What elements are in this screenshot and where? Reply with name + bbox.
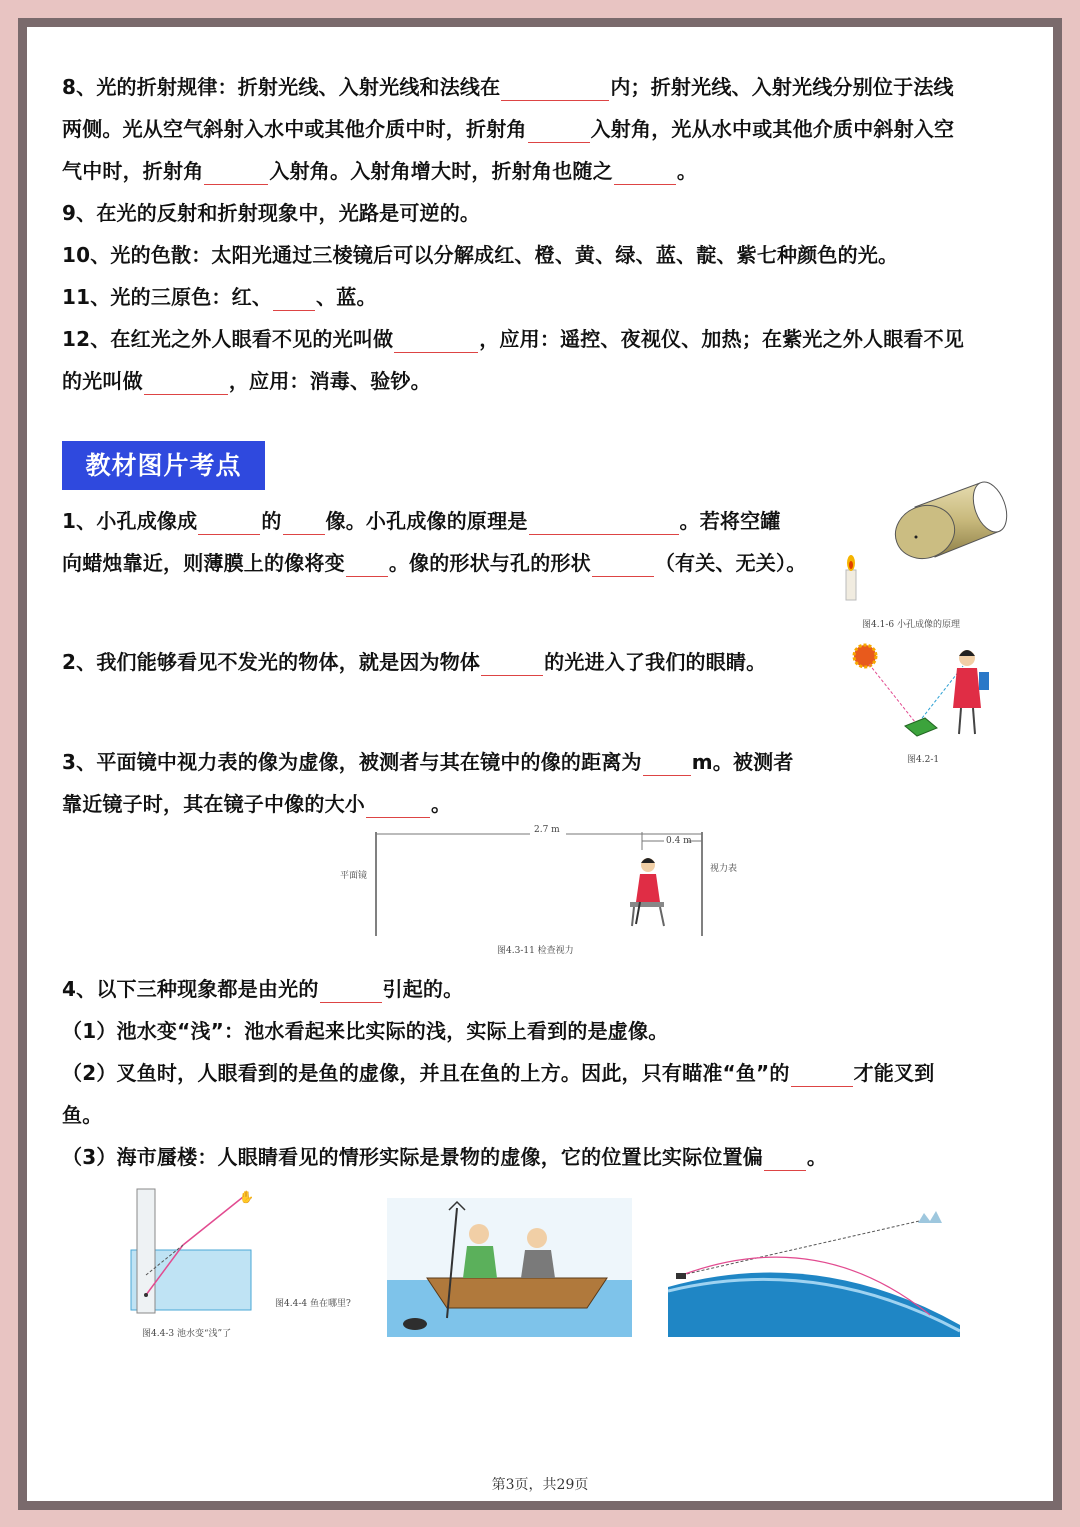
answer-blank [643, 753, 691, 776]
answer-blank [204, 162, 268, 185]
q1-text: 像。小孔成像的原理是 [325, 509, 528, 533]
q3-line1 [62, 748, 794, 776]
q1-text: 。像的形状与孔的形状 [388, 551, 591, 575]
answer-blank [198, 512, 260, 535]
answer-blank [144, 372, 228, 395]
answer-blank [764, 1148, 806, 1171]
figure-caption: 图4.2-1 [907, 755, 940, 765]
spear-fishing-figure [387, 1198, 632, 1337]
q4-point2 [62, 1059, 934, 1087]
pool-depth-figure [125, 1185, 260, 1320]
figure-caption: 图4.4-4 鱼在哪里? [275, 1299, 351, 1309]
q1-line1 [62, 507, 781, 535]
item8-line2 [62, 115, 954, 143]
item8-text: 入射角，光从水中或其他介质中斜射入空 [590, 117, 955, 141]
page-footer: 第3页，共29页 [491, 1477, 589, 1493]
figure-caption: 图4.3-11 检查视力 [497, 946, 574, 956]
answer-blank [501, 78, 609, 101]
item12-line1 [62, 325, 964, 353]
answer-blank [283, 512, 325, 535]
q2-line [62, 648, 766, 676]
item11-text: 11、光的三原色：红、 [62, 285, 273, 309]
item8-text: 气中时，折射角 [62, 159, 204, 183]
q2-text: 2、我们能够看见不发光的物体，就是因为物体 [62, 650, 481, 674]
item9-line: 9、在光的反射和折射现象中，光路是可逆的。 [62, 201, 481, 225]
item12-line2 [62, 367, 431, 395]
item11-text: 、蓝。 [316, 285, 377, 309]
answer-blank [528, 120, 590, 143]
q4-text: 。 [806, 1145, 828, 1169]
q4-point2-cont: 鱼。 [62, 1103, 103, 1127]
item10-line: 10、光的色散：太阳光通过三棱镜后可以分解成红、橙、黄、绿、蓝、靛、紫七种颜色的光。 [62, 243, 899, 267]
item12-text: 12、在红光之外人眼看不见的光叫做 [62, 327, 394, 351]
answer-blank [592, 554, 654, 577]
answer-blank [273, 288, 315, 311]
q4-text: 才能叉到 [853, 1061, 935, 1085]
vision-test-figure [330, 820, 760, 940]
item8-text: 内；折射光线、入射光线分别位于法线 [610, 75, 954, 99]
q1-text: 的 [261, 509, 282, 533]
q3-text: 靠近镜子时，其在镜子中像的大小 [62, 792, 365, 816]
q3-text: m。被测者 [691, 750, 794, 774]
mirage-figure [668, 1205, 960, 1337]
item12-text: ，应用：消毒、验钞。 [228, 369, 431, 393]
q4-line [62, 975, 463, 1003]
answer-blank [366, 795, 430, 818]
answer-blank [791, 1064, 853, 1087]
distance-label-part: 0.4 m [666, 836, 692, 846]
answer-blank [394, 330, 478, 353]
answer-blank [481, 653, 543, 676]
q4-point3 [62, 1143, 827, 1171]
item8-line3 [62, 157, 697, 185]
q3-text: 。 [431, 792, 452, 816]
answer-blank [529, 512, 679, 535]
answer-blank [614, 162, 676, 185]
q4-text: （2）叉鱼时，人眼看到的是鱼的虚像，并且在鱼的上方。因此，只有瞄准“鱼”的 [62, 1061, 790, 1085]
answer-blank [320, 980, 382, 1003]
item8-text: 两侧。光从空气斜射入水中或其他介质中时，折射角 [62, 117, 527, 141]
item12-text: 的光叫做 [62, 369, 143, 393]
eye-chart-label: 视力表 [710, 864, 738, 874]
item8-text: 8、光的折射规律：折射光线、入射光线和法线在 [62, 75, 501, 99]
q1-line2 [62, 549, 806, 577]
q4-text: 引起的。 [382, 977, 464, 1001]
section-heading: 教材图片考点 [62, 441, 265, 490]
svg-text:✋: ✋ [239, 1190, 254, 1204]
q1-text: 向蜡烛靠近，则薄膜上的像将变 [62, 551, 345, 575]
reflection-figure [845, 638, 995, 748]
q1-text: 。若将空罐 [679, 509, 781, 533]
q1-text: （有关、无关）。 [654, 551, 807, 575]
item12-text: ，应用：遥控、夜视仪、加热；在紫光之外人眼看不见 [479, 327, 965, 351]
figure-caption: 图4.4-3 池水变“浅”了 [142, 1329, 232, 1339]
item11-line [62, 283, 377, 311]
q3-text: 3、平面镜中视力表的像为虚像，被测者与其在镜中的像的距离为 [62, 750, 642, 774]
q1-text: 1、小孔成像成 [62, 509, 198, 533]
distance-label-total: 2.7 m [534, 825, 560, 835]
mirror-label: 平面镜 [340, 871, 368, 881]
q4-text: 4、以下三种现象都是由光的 [62, 977, 319, 1001]
q4-text: （3）海市蜃楼：人眼睛看见的情形实际是景物的虚像，它的位置比实际位置偏 [62, 1145, 763, 1169]
q2-text: 的光进入了我们的眼睛。 [544, 650, 767, 674]
answer-blank [346, 554, 388, 577]
figure-caption: 图4.1-6 小孔成像的原理 [862, 620, 960, 630]
item8-text: 入射角。入射角增大时，折射角也随之 [269, 159, 613, 183]
item8-line1 [62, 73, 954, 101]
item8-text: 。 [676, 159, 698, 183]
q4-point1: （1）池水变“浅”：池水看起来比实际的浅，实际上看到的是虚像。 [62, 1019, 669, 1043]
pinhole-camera-figure [840, 475, 1010, 615]
q3-line2 [62, 790, 451, 818]
